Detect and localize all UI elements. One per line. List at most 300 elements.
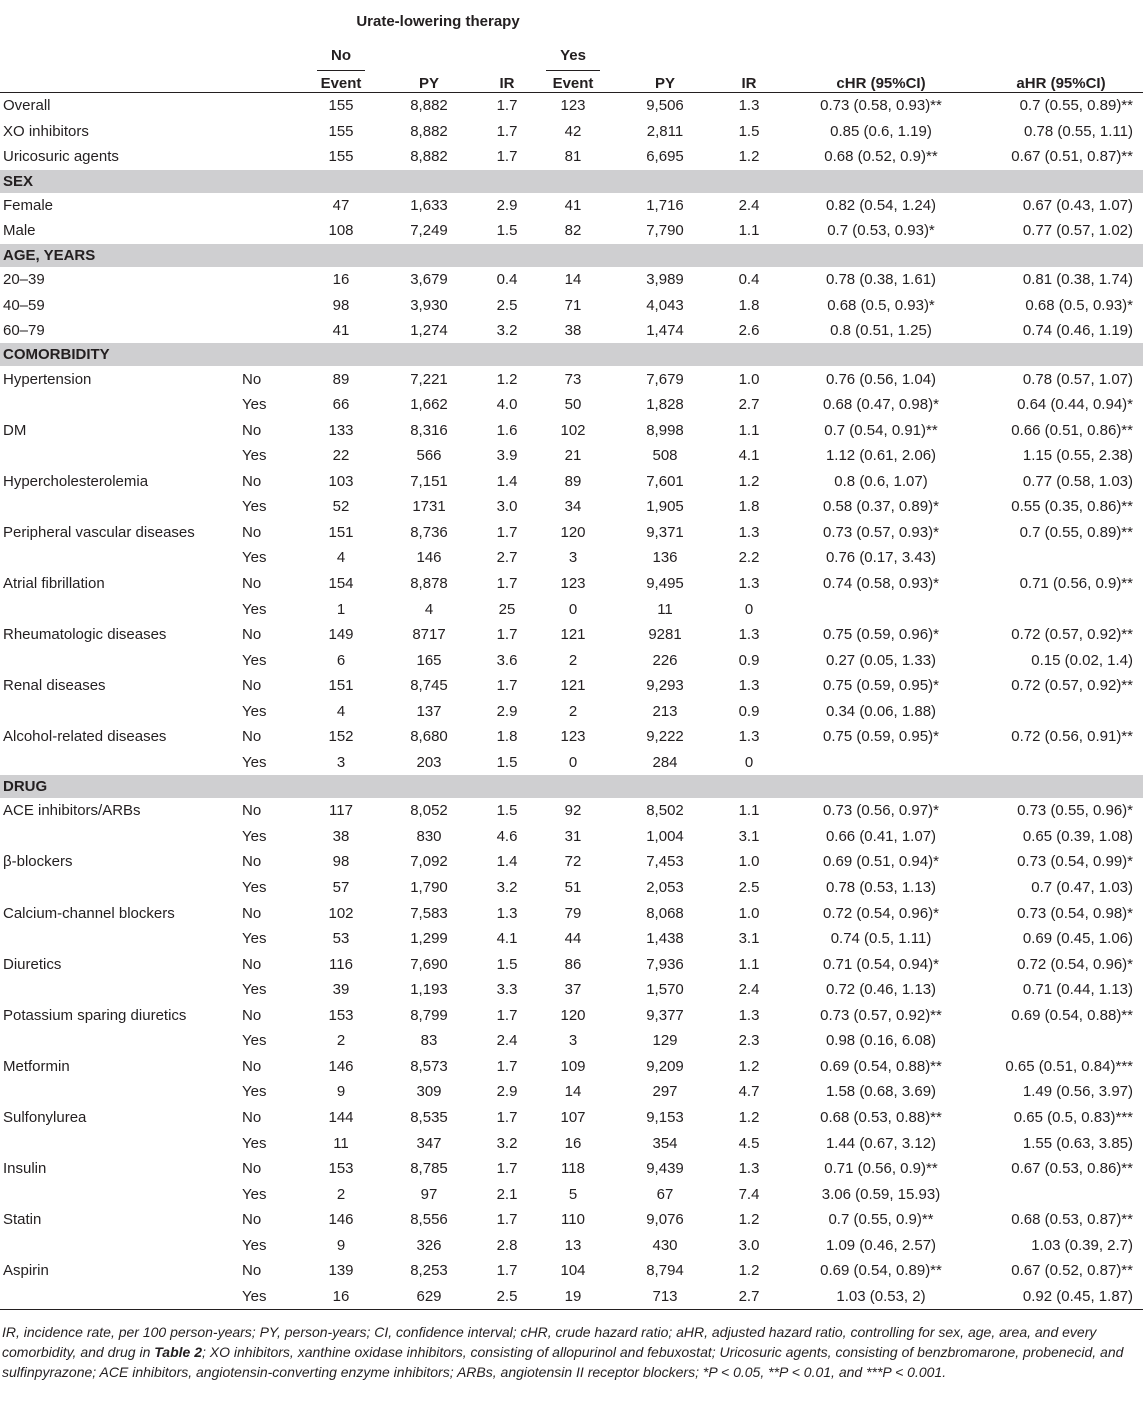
row-label (0, 545, 232, 571)
row-label (0, 392, 232, 418)
row-label (0, 750, 232, 776)
table-body (0, 93, 1143, 1310)
cell-py-yes: 8,502 (646, 802, 684, 820)
row-label: 20–39 (3, 271, 45, 288)
cell-event-yes: 72 (564, 853, 582, 871)
table-row (0, 545, 1143, 571)
cell-chr: 0.75 (0.59, 0.95)* (823, 677, 939, 695)
row-label: Uricosuric agents (3, 148, 119, 166)
cell-ir-no: 3.2 (496, 879, 518, 897)
cell-ir-yes: 1.3 (738, 97, 760, 115)
cell-py-no: 1,193 (410, 981, 448, 999)
table-row (0, 798, 1143, 824)
cell-py-no: 8,573 (410, 1057, 448, 1075)
section-title: DRUG (0, 775, 1143, 798)
cell-event-no: 102 (328, 904, 354, 922)
cell-ir-yes: 1.1 (738, 421, 760, 439)
cell-ahr (979, 1028, 1143, 1054)
cell-ir-yes: 2.4 (738, 196, 760, 214)
cell-chr: 1.09 (0.46, 2.57) (825, 1236, 937, 1254)
cell-py-no: 165 (416, 651, 442, 669)
cell-event-yes: 89 (564, 472, 582, 490)
cell-ir-yes: 3.0 (738, 1236, 760, 1254)
cell-py-yes: 9,377 (646, 1006, 684, 1024)
cell-event-no: 153 (328, 1160, 354, 1178)
cell-ir-yes: 1.3 (738, 575, 760, 593)
table-row (0, 1232, 1143, 1258)
cell-event-yes: 5 (568, 1185, 578, 1203)
cell-py-yes: 7,936 (646, 955, 684, 973)
row-sublabel: No (242, 472, 262, 490)
cell-ahr: 0.67 (0.43, 1.07) (1022, 196, 1133, 214)
cell-event-yes: 121 (560, 677, 586, 695)
cell-ir-yes: 1.2 (738, 1108, 760, 1126)
row-sublabel: Yes (242, 1185, 267, 1203)
cell-event-yes: 92 (564, 802, 582, 820)
section-header (0, 244, 1143, 267)
cell-py-yes: 9,439 (646, 1160, 684, 1178)
cell-event-no: 41 (332, 322, 350, 340)
cell-ir-yes: 4.5 (738, 1134, 760, 1152)
col-header-py-yes: PY (615, 75, 715, 93)
cell-ir-yes: 1.0 (738, 853, 760, 871)
table-row (0, 1284, 1143, 1310)
cell-ahr: 0.74 (0.46, 1.19) (1022, 322, 1133, 340)
cell-py-yes: 284 (652, 753, 678, 771)
cell-ir-no: 1.7 (496, 122, 518, 140)
table-row (0, 1028, 1143, 1054)
cell-event-yes: 86 (564, 955, 582, 973)
cell-chr: 0.7 (0.53, 0.93)* (827, 222, 935, 240)
cell-ir-yes: 2.6 (738, 322, 760, 340)
cell-ahr: 0.55 (0.35, 0.86)** (1011, 498, 1133, 516)
cell-event-no: 151 (328, 523, 354, 541)
cell-event-no: 117 (329, 802, 353, 820)
row-label (0, 1028, 232, 1054)
row-sublabel: No (242, 1057, 262, 1075)
row-sublabel: No (242, 1160, 262, 1178)
cell-ahr: 0.65 (0.5, 0.83)*** (1013, 1108, 1133, 1126)
row-label: ACE inhibitors/ARBs (3, 802, 141, 820)
cell-ir-no: 1.7 (496, 1057, 518, 1075)
col-header-ir-yes: IR (715, 75, 783, 93)
cell-chr: 3.06 (0.59, 15.93) (821, 1185, 941, 1203)
cell-ir-no: 1.7 (496, 148, 518, 166)
table-row (0, 392, 1143, 418)
cell-chr: 1.44 (0.67, 3.12) (825, 1134, 937, 1152)
cell-event-no: 66 (332, 396, 350, 414)
cell-py-yes: 1,716 (646, 196, 684, 214)
cell-event-no: 146 (328, 1211, 354, 1229)
cell-py-yes: 354 (652, 1134, 678, 1152)
cell-event-yes: 16 (564, 1134, 582, 1152)
table-row (0, 469, 1143, 495)
row-sublabel: Yes (242, 702, 267, 720)
cell-chr: 0.73 (0.56, 0.97)* (823, 802, 939, 820)
cell-ir-yes: 1.1 (738, 222, 760, 240)
table-row (0, 1156, 1143, 1182)
row-sublabel: Yes (242, 1032, 267, 1050)
table-row (0, 1181, 1143, 1207)
cell-py-yes: 508 (652, 447, 678, 465)
cell-event-yes: 79 (564, 904, 582, 922)
row-sublabel: Yes (242, 549, 267, 567)
cell-py-yes: 1,004 (646, 827, 684, 845)
cell-py-no: 8,882 (410, 148, 448, 166)
cell-py-yes: 9,222 (646, 728, 684, 746)
cell-ir-yes: 1.2 (738, 148, 760, 166)
row-sublabel: No (242, 626, 262, 644)
cell-ahr: 0.69 (0.45, 1.06) (1022, 930, 1133, 948)
cell-event-no: 52 (332, 498, 350, 516)
cell-event-no: 108 (328, 222, 354, 240)
cell-ir-yes: 1.1 (738, 802, 760, 820)
col-header-event-no: Event (307, 75, 375, 93)
cell-ir-yes: 2.7 (738, 396, 760, 414)
cell-ir-yes: 1.3 (738, 1160, 760, 1178)
cell-ir-no: 2.1 (496, 1185, 518, 1203)
cell-ir-no: 4.0 (496, 396, 518, 414)
cell-ir-no: 4.1 (496, 930, 518, 948)
cell-ir-yes: 0.9 (738, 702, 760, 720)
row-sublabel: No (242, 728, 262, 746)
section-header (0, 775, 1143, 798)
cell-chr: 0.74 (0.58, 0.93)* (823, 575, 939, 593)
cell-ahr: 0.69 (0.54, 0.88)** (1011, 1006, 1133, 1024)
row-sublabel (232, 292, 307, 318)
cell-event-yes: 34 (564, 498, 582, 516)
cell-py-no: 7,221 (410, 370, 448, 388)
cell-event-yes: 110 (561, 1211, 585, 1229)
row-sublabel: Yes (242, 981, 267, 999)
cell-ir-no: 1.5 (496, 753, 518, 771)
cell-event-no: 116 (329, 955, 353, 973)
cell-event-yes: 120 (560, 523, 586, 541)
group-header (307, 0, 615, 42)
row-sublabel: Yes (242, 930, 267, 948)
row-sublabel (232, 93, 307, 119)
cell-event-no: 89 (332, 370, 350, 388)
row-sublabel: Yes (242, 447, 267, 465)
cell-ir-no: 2.7 (496, 549, 518, 567)
cell-py-no: 629 (375, 1284, 483, 1310)
cell-py-yes: 1,905 (646, 498, 684, 516)
cell-ahr: 0.77 (0.58, 1.03) (1022, 472, 1133, 490)
cell-ahr: 0.7 (0.55, 0.89)** (1019, 523, 1133, 541)
cell-ir-yes: 1.2 (738, 1262, 760, 1280)
cell-chr: 0.68 (0.5, 0.93)* (827, 296, 935, 314)
cell-py-no: 8,882 (410, 97, 448, 115)
cell-chr: 0.75 (0.59, 0.96)* (823, 626, 939, 644)
cell-ir-yes: 4.1 (738, 447, 760, 465)
no-subheader: No (307, 42, 375, 75)
cell-event-no: 3 (336, 753, 346, 771)
cell-event-yes: 71 (564, 296, 582, 314)
cell-ir-yes: 1.0 (738, 904, 760, 922)
cell-py-yes: 9,209 (646, 1057, 684, 1075)
row-label (0, 1079, 232, 1105)
cell-ahr: 0.15 (0.02, 1.4) (1031, 651, 1133, 669)
cell-ir-no: 0.4 (496, 271, 518, 288)
cell-ahr (979, 1181, 1143, 1207)
cell-event-no: 153 (328, 1006, 354, 1024)
cell-event-yes: 0 (568, 600, 578, 618)
cell-py-yes: 11 (657, 600, 673, 618)
cell-ir-no: 1.4 (496, 853, 518, 871)
cell-py-no: 7,583 (410, 904, 448, 922)
table-row (0, 596, 1143, 622)
cell-py-yes: 67 (656, 1185, 674, 1203)
cell-event-no: 16 (332, 271, 350, 288)
cell-chr: 0.75 (0.59, 0.95)* (823, 728, 939, 746)
table-row (0, 267, 1143, 293)
cell-event-no: 155 (328, 122, 354, 140)
table-row (0, 900, 1143, 926)
cell-ir-no: 2.9 (496, 196, 518, 214)
cell-event-yes: 3 (568, 1032, 578, 1050)
table-row (0, 622, 1143, 648)
row-sublabel: No (242, 1006, 262, 1024)
cell-event-no: 144 (328, 1108, 354, 1126)
table-row (0, 494, 1143, 520)
cell-py-no: 8,785 (410, 1160, 448, 1178)
cell-ahr (979, 545, 1143, 571)
cell-chr: 0.68 (0.52, 0.9)** (824, 148, 938, 166)
cell-ahr: 0.66 (0.51, 0.86)** (1011, 421, 1133, 439)
table-row (0, 366, 1143, 392)
row-label: DM (3, 421, 27, 439)
cell-py-no: 1,790 (410, 879, 448, 897)
cell-py-yes: 7,601 (646, 472, 684, 490)
cell-event-yes: 41 (564, 196, 582, 214)
cell-event-yes: 21 (564, 447, 582, 465)
col-header-py-no: PY (375, 75, 483, 93)
cell-ir-no: 1.4 (496, 472, 518, 490)
cell-ir-no: 2.5 (496, 296, 518, 314)
row-sublabel (232, 119, 307, 145)
row-sublabel: No (242, 1262, 262, 1280)
cell-event-yes: 121 (560, 626, 586, 644)
row-label: Male (3, 222, 36, 240)
cell-py-yes: 2,053 (646, 879, 684, 897)
cell-ahr: 0.78 (0.55, 1.11) (1024, 122, 1133, 140)
cell-chr: 0.68 (0.53, 0.88)** (820, 1108, 942, 1126)
table-row (0, 1079, 1143, 1105)
cell-event-no: 155 (328, 97, 354, 115)
row-sublabel: Yes (242, 1083, 267, 1101)
cell-ahr: 1.15 (0.55, 2.38) (1022, 447, 1133, 465)
section-header (0, 343, 1143, 366)
cell-ahr: 0.7 (0.55, 0.89)** (1019, 97, 1133, 115)
cell-ir-yes: 1.2 (738, 1057, 760, 1075)
cell-chr: 0.7 (0.55, 0.9)** (828, 1211, 934, 1229)
cell-py-no: 137 (416, 702, 442, 720)
row-label: XO inhibitors (3, 122, 89, 140)
section-header (0, 170, 1143, 193)
row-sublabel: Yes (242, 753, 267, 771)
cell-event-no: 47 (332, 196, 350, 214)
table-row (0, 724, 1143, 750)
cell-chr (783, 596, 979, 622)
cell-chr: 0.82 (0.54, 1.24) (825, 196, 937, 214)
row-label: Atrial fibrillation (3, 575, 105, 593)
cell-py-no: 3,930 (410, 296, 448, 314)
table-row (0, 875, 1143, 901)
cell-ahr: 0.72 (0.57, 0.92)** (1011, 677, 1133, 695)
table-row (0, 1105, 1143, 1131)
cell-event-no: 98 (332, 853, 350, 871)
cell-py-no: 3,679 (410, 271, 448, 288)
table-row (0, 443, 1143, 469)
cell-ir-no: 1.3 (496, 904, 518, 922)
cell-ir-no: 3.0 (496, 498, 518, 516)
cell-py-yes: 713 (615, 1284, 715, 1310)
cell-ahr: 0.72 (0.54, 0.96)* (1017, 955, 1133, 973)
cell-ir-yes: 0.4 (738, 271, 760, 288)
cell-py-yes: 8,998 (646, 421, 684, 439)
table-row (0, 1054, 1143, 1080)
row-label: Sulfonylurea (3, 1108, 87, 1126)
row-label: Female (3, 196, 54, 214)
cell-py-yes: 9,371 (646, 523, 684, 541)
cell-py-no: 203 (416, 753, 442, 771)
cell-event-no: 155 (328, 148, 354, 166)
cell-py-yes: 9,495 (646, 575, 684, 593)
cell-py-no: 1,299 (410, 930, 448, 948)
cell-event-no: 103 (328, 472, 354, 490)
cell-ahr: 1.55 (0.63, 3.85) (1022, 1134, 1133, 1152)
row-sublabel: No (242, 1108, 262, 1126)
cell-ir-no: 1.5 (496, 802, 518, 820)
cell-ir-yes: 0 (744, 600, 754, 618)
table-row (0, 750, 1143, 776)
cell-event-no: 39 (332, 981, 350, 999)
cell-ahr: 0.68 (0.53, 0.87)** (1011, 1211, 1133, 1229)
row-sublabel (232, 218, 307, 244)
cell-py-no: 146 (416, 549, 442, 567)
cell-py-yes: 8,068 (646, 904, 684, 922)
cell-chr: 0.78 (0.38, 1.61) (825, 271, 937, 288)
cell-event-no: 9 (336, 1236, 346, 1254)
row-sublabel: Yes (232, 1284, 307, 1310)
cell-event-yes: 38 (564, 322, 582, 340)
table-row (0, 1207, 1143, 1233)
cell-py-no: 1,662 (410, 396, 448, 414)
cell-ahr: 0.71 (0.56, 0.9)** (1019, 575, 1133, 593)
table-row (0, 93, 1143, 119)
row-label: 40–59 (3, 296, 45, 314)
cell-py-no: 8,680 (410, 728, 448, 746)
row-label (0, 926, 232, 952)
cell-py-yes: 226 (652, 651, 678, 669)
cell-ahr: 0.73 (0.55, 0.96)* (1017, 802, 1133, 820)
cell-event-yes: 81 (564, 148, 582, 166)
cell-ir-yes: 1.3 (738, 728, 760, 746)
cell-ir-yes: 1.0 (738, 370, 760, 388)
cell-py-no: 8,052 (410, 802, 448, 820)
cell-chr: 0.72 (0.54, 0.96)* (823, 904, 939, 922)
row-label: Metformin (3, 1057, 70, 1075)
cell-chr: 0.98 (0.16, 6.08) (825, 1032, 937, 1050)
row-sublabel: No (242, 802, 262, 820)
cell-chr: 0.78 (0.53, 1.13) (825, 879, 937, 897)
row-label (0, 1181, 232, 1207)
table-row (0, 318, 1143, 344)
cell-event-no: 16 (307, 1284, 375, 1310)
cell-py-no: 8,878 (410, 575, 448, 593)
cell-py-yes: 213 (652, 702, 678, 720)
cell-event-no: 57 (332, 879, 350, 897)
row-sublabel: Yes (242, 879, 267, 897)
cell-ir-yes: 2.4 (738, 981, 760, 999)
cell-ir-no: 1.5 (496, 222, 518, 240)
cell-ir-no: 1.7 (496, 626, 518, 644)
cell-event-yes: 14 (564, 1083, 582, 1101)
cell-ahr: 1.49 (0.56, 3.97) (1022, 1083, 1133, 1101)
table-row (0, 1258, 1143, 1284)
cell-ir-no: 3.6 (496, 651, 518, 669)
row-label: Alcohol-related diseases (3, 728, 167, 746)
cell-event-no: 152 (328, 728, 354, 746)
row-label: Overall (3, 97, 51, 115)
cell-event-no: 133 (328, 421, 354, 439)
row-sublabel: No (242, 955, 262, 973)
row-label: Peripheral vascular diseases (3, 523, 195, 541)
table-row (0, 571, 1143, 597)
cell-ir-yes: 1.3 (738, 523, 760, 541)
cell-ir-no: 1.7 (496, 1108, 518, 1126)
row-label: Calcium-channel blockers (3, 904, 175, 922)
cell-py-no: 8,882 (410, 122, 448, 140)
table-row (0, 926, 1143, 952)
cell-ahr (979, 698, 1143, 724)
cell-event-no: 146 (328, 1057, 354, 1075)
cell-ahr: 0.65 (0.39, 1.08) (1022, 827, 1133, 845)
row-label (0, 1284, 232, 1310)
row-label: Renal diseases (3, 677, 106, 695)
row-sublabel: No (242, 575, 262, 593)
row-label (0, 824, 232, 850)
row-sublabel: No (242, 904, 262, 922)
table-footnote (0, 1310, 1143, 1382)
cell-event-no: 53 (332, 930, 350, 948)
cell-chr: 0.76 (0.17, 3.43) (825, 549, 937, 567)
group-header-label: Urate-lowering therapy (356, 12, 520, 30)
row-sublabel: No (242, 421, 262, 439)
cell-chr: 0.76 (0.56, 1.04) (825, 370, 937, 388)
cell-ir-yes: 1.3 (738, 626, 760, 644)
cell-ahr: 1.03 (0.39, 2.7) (1031, 1236, 1133, 1254)
cell-ir-no: 1.5 (496, 955, 518, 973)
row-sublabel: No (242, 523, 262, 541)
table-row (0, 647, 1143, 673)
cell-ir-yes: 4.7 (738, 1083, 760, 1101)
cell-py-yes: 297 (652, 1083, 678, 1101)
cell-py-no: 7,249 (410, 222, 448, 240)
cell-py-yes: 1,438 (646, 930, 684, 948)
cell-ahr: 0.81 (0.38, 1.74) (1022, 271, 1133, 288)
cell-ir-no: 1.7 (496, 677, 518, 695)
cell-py-no: 7,092 (410, 853, 448, 871)
col-header-chr: cHR (95%CI) (783, 75, 979, 93)
table-row (0, 119, 1143, 145)
cell-ir-no: 1.7 (496, 1211, 518, 1229)
cell-chr: 0.69 (0.54, 0.89)** (820, 1262, 942, 1280)
row-label: Insulin (3, 1160, 47, 1178)
row-sublabel: Yes (242, 498, 267, 516)
row-label (0, 443, 232, 469)
cell-event-no: 4 (336, 702, 346, 720)
